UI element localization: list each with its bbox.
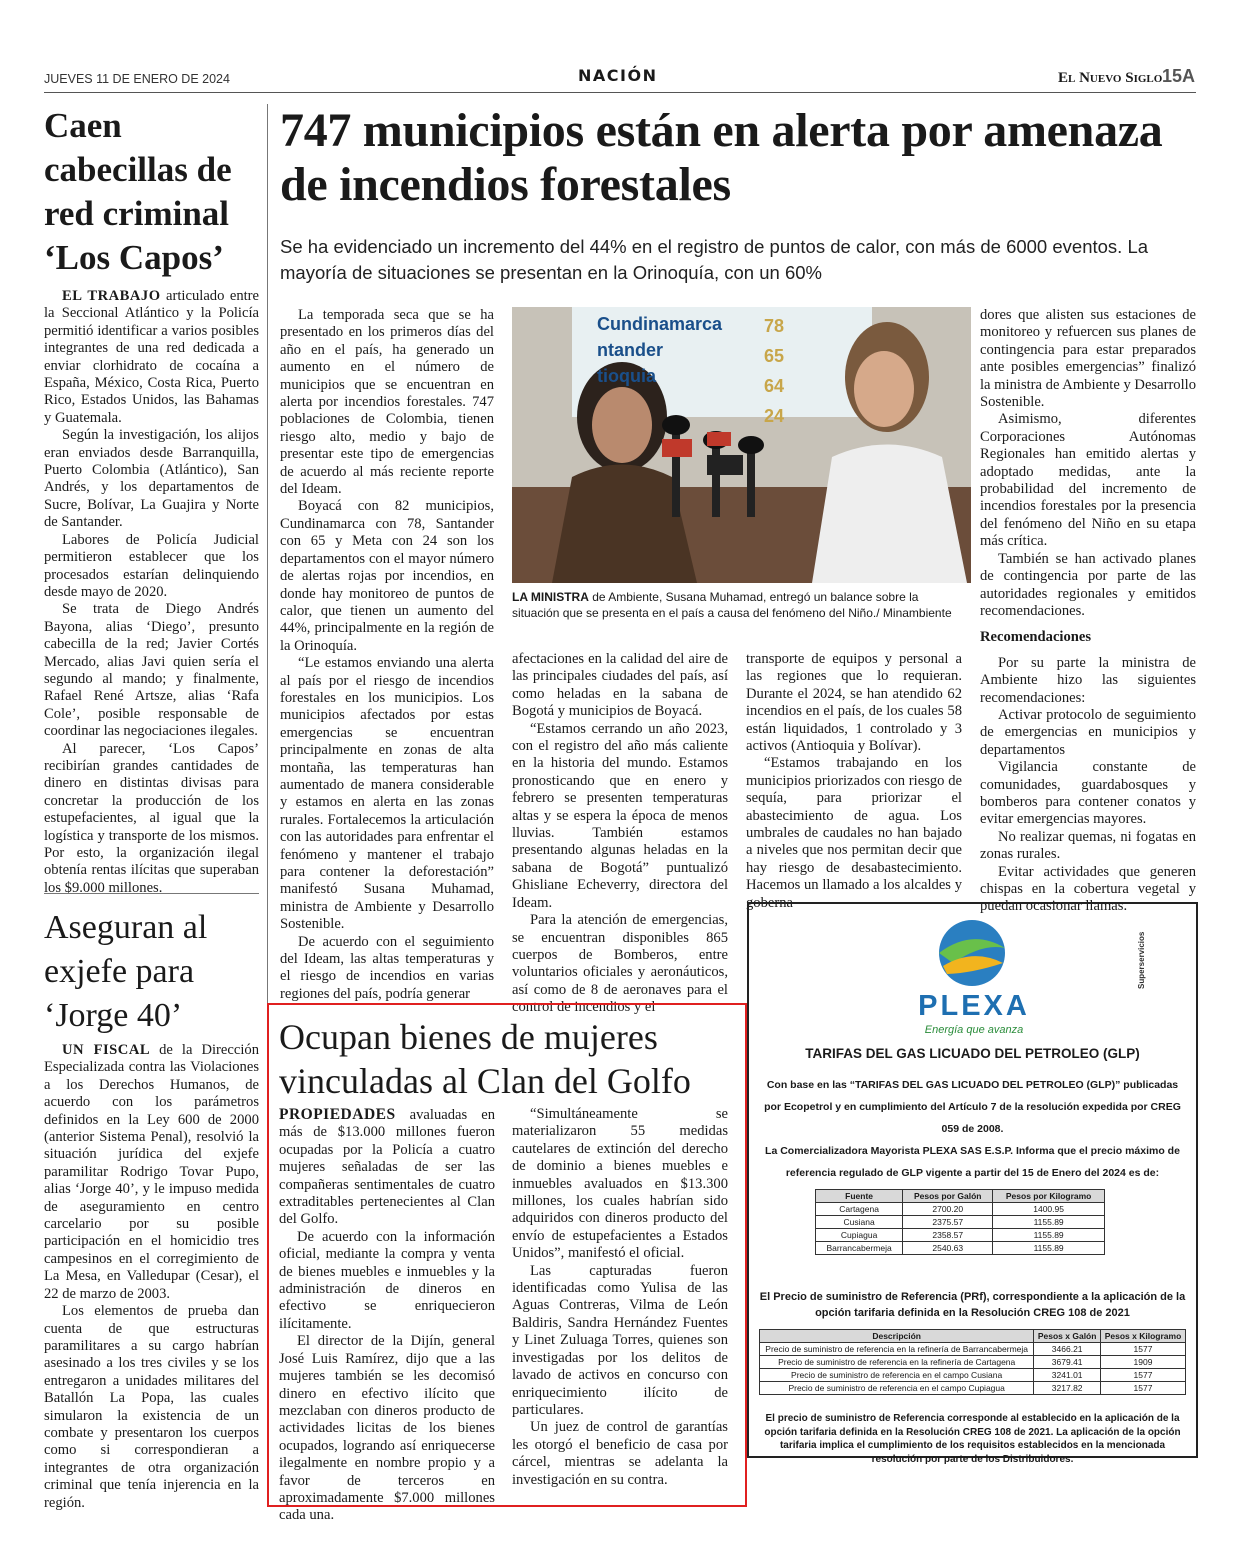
board-number: 24 [764, 406, 785, 426]
ad-intro-2: La Comercializadora Mayorista PLEXA SAS E.S.P. Informa que el precio máximo de referencia regulado de GLP vigente a partir del 15 de Enero del 2024 es de: [765, 1145, 1180, 1179]
table-cell: 1909 [1101, 1356, 1186, 1369]
prf-price-table [759, 1329, 1186, 1395]
story-los-capos-body [44, 288, 259, 897]
table-row [760, 1382, 1186, 1395]
main-subheadline: Se ha evidenciado un incremento del 44% en el registro de puntos de calor, con más de 6000 eventos. La mayoría de situaciones se presentan en la Orinoquía, con un 60% [280, 236, 1149, 283]
boxed-column-2 [512, 1106, 728, 1489]
paragraph: “Simultáneamente se materializaron 55 medidas cautelares de extinción del derecho de dominio a bienes muebles e inmuebles avaluados en $13.300 millones, los cuales habrían sido adquiridos con dineros producto del envío de estupefacientes a Estados Unidos”, manifestó el oficial. [512, 1106, 728, 1262]
main-column-4 [980, 307, 1197, 915]
plexa-advertisement [747, 902, 1198, 1465]
table-cell: Precio de suministro de referencia en el campo Cusiana [760, 1369, 1034, 1382]
table-row [760, 1343, 1186, 1356]
table-cell: Precio de suministro de referencia en la refinería de Cartagena [760, 1356, 1034, 1369]
paragraph: afectaciones en la calidad del aire de las principales ciudades del país, así como heladas en la sabana de Bogotá y municipios de Boyacá. [512, 651, 728, 720]
table-cell: 1400.95 [993, 1203, 1105, 1216]
newspaper-brand: El Nuevo Siglo [1058, 70, 1163, 86]
table-header: Pesos por Kilogramo [993, 1190, 1105, 1203]
table-cell: 3679.41 [1034, 1356, 1101, 1369]
issue-date: JUEVES 11 DE ENERO DE 2024 [44, 72, 230, 86]
paragraph: “Le estamos enviando una alerta al país por el riesgo de incendios forestales en los municipios. Los municipios afectados por estas emergencias se encuentran principalmente en zonas de alta montaña, las temperaturas han aumentado de manera considerable y estamos en alerta en las zonas rurales. Fortalecemos la articulación con las autoridades para enfrentar el fenómeno y mantener el trabajo para contener la deforestación” manifestó Susana Muhamad, ministra de Ambiente y Desarrollo Sostenible. [280, 655, 494, 933]
story-lead: UN FISCAL [62, 1042, 151, 1058]
paragraph: Un juez de control de garantías les otorgó el beneficio de casa por cárcel, mientras se adelanta la investigación en su contra. [512, 1419, 728, 1488]
paragraph: Asimismo, diferentes Corporaciones Autónomas Regionales han emitido alertas y adoptado medidas, ante la probabilidad del incremento de incendios forestales por la presencia del fenómeno del Niño en su etapa más crítica. [980, 411, 1196, 550]
table-cell: 1155.89 [993, 1216, 1105, 1229]
table-row [760, 1356, 1186, 1369]
boxed-column-1 [279, 1106, 495, 1525]
story-los-capos-title: Caen cabecillas de red criminal ‘Los Capos’ [44, 106, 232, 277]
story-jorge40-title: Aseguran al exjefe para ‘Jorge 40’ [44, 909, 208, 1034]
subheading: Recomendaciones [980, 629, 1092, 646]
paragraph: La temporada seca que se ha presentado en los primeros días del año en el país, ha generado un aumento en el número de municipios que se encuentran en alerta por incendios forestales. 747 poblaciones de Colombia, tienen riesgo alto, medio y bajo de presentar este tipo de emergencias de acuerdo al más reciente reporte del Ideam. [280, 307, 494, 498]
table-cell: Cupiagua [816, 1229, 903, 1242]
paragraph: De acuerdo con la información oficial, mediante la compra y venta de bienes muebles e inmuebles y la administración de dineros en efectivo se enriquecieron ilícitamente. [279, 1228, 495, 1332]
table-cell: 2700.20 [903, 1203, 993, 1216]
board-number: 65 [764, 346, 785, 366]
paragraph: avaluadas en más de $13.000 millones fueron ocupadas por la Policía a cuatro mujeres señaladas de ser las compañeras sentimentales de cuatro extraditables pertenecientes al Clan del Golfo. [279, 1107, 495, 1228]
main-column-2 [512, 651, 728, 1016]
paragraph: dores que alisten sus estaciones de monitoreo y refuercen sus planes de contingencia para estar preparados ante posibles emergencias” finalizó la ministra de Ambiente y Desarrollo Sostenible. [980, 307, 1197, 411]
board-line: ntander [597, 340, 664, 360]
table-header: Fuente [816, 1190, 903, 1203]
paragraph: Según la investigación, los alijos eran enviados desde Barranquilla, Puerto Colombia (Atlántico), San Andrés, y los departamentos de Sucre, Bolívar, La Guajira y Norte de Santander. [44, 427, 259, 531]
table-header: Pesos x Kilogramo [1101, 1330, 1186, 1343]
photo-board-text [597, 311, 722, 389]
header-rule [44, 92, 1196, 93]
plexa-brand: PLEXA [918, 990, 1030, 1022]
board-number: 78 [764, 316, 785, 336]
table-header: Pesos x Galón [1034, 1330, 1101, 1343]
story-lead: EL TRABAJO [62, 288, 161, 304]
paragraph: Activar protocolo de seguimiento de emergencias en municipios y departamentos [980, 706, 1196, 758]
board-number: 64 [764, 376, 785, 396]
table-cell: 2375.57 [903, 1216, 993, 1229]
board-line: Cundinamarca [597, 314, 723, 334]
divider [44, 893, 259, 894]
ad-prf-note: El Precio de suministro de Referencia (PRf), correspondiente a la aplicación de la opción tarifaria definida en la Resolución CREG 108 de 2021 [759, 1291, 1186, 1319]
table-row [816, 1203, 1105, 1216]
glp-price-table [815, 1189, 1105, 1255]
paragraph: De acuerdo con el seguimiento del Ideam, las altas temperaturas y el riesgo de incendios en varias regiones del país, podría generar [280, 933, 494, 1002]
caption-lead: LA MINISTRA [512, 590, 589, 604]
plexa-tagline: Energía que avanza [924, 1024, 1024, 1036]
photo-caption [512, 589, 967, 621]
superservicios-logo: Superservicios [1137, 931, 1146, 989]
table-cell: 1577 [1101, 1382, 1186, 1395]
caption-text: de Ambiente, Susana Muhamad, entregó un balance sobre la situación que se presenta en el país a causa del fenómeno del Niño./ Minambiente [512, 590, 952, 620]
news-photo [512, 307, 971, 583]
table-cell: 3466.21 [1034, 1343, 1101, 1356]
paragraph: Boyacá con 82 municipios, Cundinamarca con 78, Santander con 65 y Meta con 24 son los departamentos con el mayor número de alertas rojas por incendios, en donde hay monitoreo de puntos de calor, que tienen un aumento del 44%, principalmente en la región de la Orinoquía. [280, 498, 494, 654]
paragraph: Vigilancia constante de comunidades, guardabosques y bomberos para contener conatos y evitar emergencias mayores. [980, 759, 1196, 828]
table-cell: Cusiana [816, 1216, 903, 1229]
table-cell: 2540.63 [903, 1242, 993, 1255]
table-cell: 3241.01 [1034, 1369, 1101, 1382]
table-row [816, 1216, 1105, 1229]
photo-board-numbers [764, 311, 784, 431]
paragraph: “Estamos trabajando en los municipios priorizados con riesgo de sequía, para priorizar el abastecimiento de agua. Los umbrales de caudales no han bajado a niveles que nos permitan decir que hay riesgo de desabastecimiento. Hacemos un llamado a los alcaldes y goberna- [746, 755, 962, 911]
section-name: NACIÓN [578, 66, 658, 85]
paragraph: Al parecer, ‘Los Capos’ recibirían grandes cantidades de dinero en distintas divisas para concretar la producción de los estupefacientes, al igual que la logística y transporte de los mismos. Por esto, la organización ilegal obtenía rentas ilícitas que superaban los $9.000 millones. [44, 740, 259, 896]
ad-footer: El precio de suministro de Referencia corresponde al establecido en la aplicación de la opción tarifaria definida en la Resolución CREG 108 de 2021. La aplicación de la opción tarifaria implica el cumplimiento de los requisitos establecidos en la mencionada resolución por parte de los Distribuidores. [764, 1413, 1181, 1465]
ad-intro-1: Con base en las “TARIFAS DEL GAS LICUADO DEL PETROLEO (GLP)” publicadas por Ecopetrol y en cumplimiento del Artículo 7 de la resolución expedida por CREG 059 de 2008. [764, 1079, 1181, 1135]
page-number: 15A [1162, 66, 1196, 86]
photo-illustration [512, 307, 971, 583]
table-row [816, 1229, 1105, 1242]
main-column-1 [280, 307, 494, 1002]
board-line: tioquia [597, 366, 656, 386]
paragraph: Los elementos de prueba dan cuenta de que estructuras paramilitares a su cargo habrían asesinado a los tres civiles y se los entregaron a unidades militares del Batallón La Popa, las cuales simularon la existencia de un combate y presentaron los cuerpos como si correspondieran a integrantes de otra organización criminal que tenía injerencia en la región. [44, 1303, 259, 1511]
paragraph: Para la atención de emergencias, se encuentran disponibles 865 cuerpos de Bomberos, entre voluntarios oficiales y aeronáuticos, así como de 8 de aeronaves para el control de incendios y el [512, 912, 728, 1016]
main-headline: 747 municipios están en alerta por amenaza de incendios forestales [280, 104, 1163, 211]
story-lead: PROPIEDADES [279, 1106, 396, 1123]
paragraph: transporte de equipos y personal a las regiones que lo requieran. Durante el 2024, se han atendido 62 incendios en el país, de los cuales 58 están liquidados, 1 controlado y 3 activos (Antioquia y Bolívar). [746, 651, 962, 755]
paragraph: El director de la Dijín, general José Luis Ramírez, dijo que a las mujeres también se les decomisó dinero en efectivo ilícito que mezclaban con dineros producto de actividades licitas de los bienes ocupados, logrando así enriquecerse ilegalmente en nombre propio y a favor de terceros en aproximadamente $7.000 millones cada una. [279, 1333, 495, 1524]
paragraph: de la Dirección Especializada contra las Violaciones a los Derechos Humanos, de acuerdo con los parámetros definidos en la Ley 600 de 2000 (anterior Sistema Penal), resolvió la situación jurídica del exjefe paramilitar Rodrigo Tovar Pupo, alias ‘Jorge 40’, y le impuso medida de aseguramiento en centro carcelario por su posible participación en el homicidio tres campesinos en el corregimiento de La Mesa, en Valledupar (Cesar), el 22 de marzo de 2003. [44, 1042, 260, 1302]
story-jorge40-body [44, 1042, 259, 1512]
table-cell: 2358.57 [903, 1229, 993, 1242]
paragraph: Las capturadas fueron identificadas como Yulisa de las Aguas Contreras, Vilma de León Baldiris, Sandra Hernández Fuentes y Linet Zuluaga Torres, quienes son investigadas por los delitos de lavado de activos en concurso con enriquecimiento ilícito de particulares. [512, 1262, 728, 1418]
paragraph: Labores de Policía Judicial permitieron establecer que los procesados estarían delinquiendo desde mayo de 2020. [44, 531, 259, 600]
ad-title: TARIFAS DEL GAS LICUADO DEL PETROLEO (GLP) [805, 1046, 1140, 1061]
paragraph: También se han activado planes de contingencia por parte de las autoridades regionales y emitidos recomendaciones. [980, 550, 1196, 619]
table-cell: 1155.89 [993, 1229, 1105, 1242]
table-cell: 1577 [1101, 1369, 1186, 1382]
table-cell: 1155.89 [993, 1242, 1105, 1255]
table-cell: 3217.82 [1034, 1382, 1101, 1395]
paragraph: Por su parte la ministra de Ambiente hizo las siguientes recomendaciones: [980, 654, 1196, 706]
plexa-logo-icon [933, 918, 1011, 988]
table-header: Descripción [760, 1330, 1034, 1343]
paragraph: No realizar quemas, ni fogatas en zonas rurales. [980, 828, 1196, 863]
paragraph: articulado entre la Seccional Atlántico y la Policía permitió identificar a varios posibles integrantes de una red dedicada a enviar clorhidrato de cocaína a España, México, Costa Rica, Puerto Rico, Estados Unidos, las Bahamas y Guatemala. [44, 288, 260, 426]
paragraph: Evitar actividades que generen chispas en la cobertura vegetal y puedan ocasionar llamas. [980, 863, 1196, 915]
main-column-3 [746, 651, 962, 911]
table-row [760, 1369, 1186, 1382]
paragraph: Se trata de Diego Andrés Bayona, alias ‘Diego’, presunto cabecilla de la red; Javier Cortés Mercado, alias Javi quien sería el segundo al mando; y finalmente, Rafael René Artsze, alias ‘Rafa Cole’, posible responsable de coordinar las negociaciones ilegales. [44, 601, 259, 740]
table-row [816, 1242, 1105, 1255]
table-cell: Precio de suministro de referencia en el campo Cupiagua [760, 1382, 1034, 1395]
table-cell: Cartagena [816, 1203, 903, 1216]
table-header: Pesos por Galón [903, 1190, 993, 1203]
table-cell: Precio de suministro de referencia en la refinería de Barrancabermeja [760, 1343, 1034, 1356]
boxed-story-title: Ocupan bienes de mujeres vinculadas al Clan del Golfo [279, 1017, 691, 1101]
paragraph: “Estamos cerrando un año 2023, con el registro del año más caliente en la historia del mundo. Estamos pronosticando que en enero y febrero se presenten temperaturas altas y se espera la época de menos lluvias. También estamos presentando algunas heladas en la sabana de Bogotá” puntualizó Ghisliane Echeverry, directora del Ideam. [512, 720, 728, 911]
table-cell: Barrancabermeja [816, 1242, 903, 1255]
table-cell: 1577 [1101, 1343, 1186, 1356]
